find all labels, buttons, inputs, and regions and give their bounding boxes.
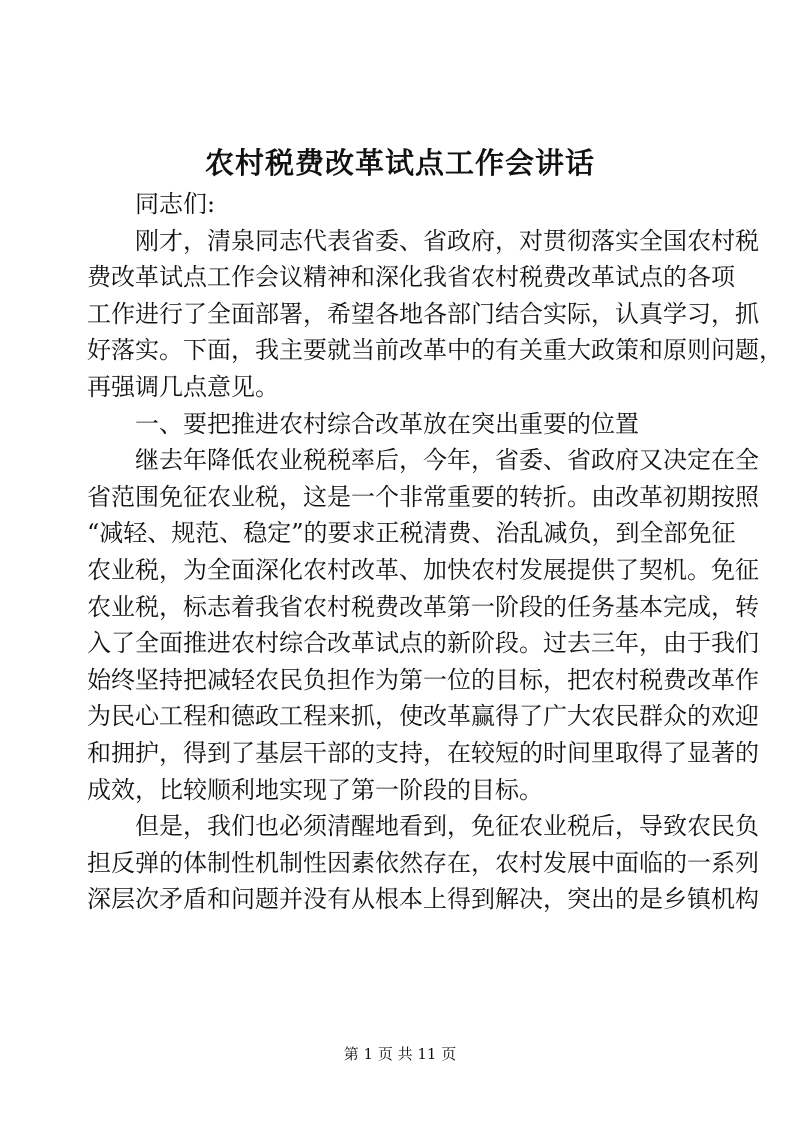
- text-line: 始终坚持把减轻农民负担作为第一位的目标，把农村税费改革作: [87, 665, 759, 694]
- text-line: 继去年降低农业税税率后，今年，省委、省政府又决定在全: [135, 446, 759, 475]
- text-line: 再强调几点意见。: [87, 372, 279, 401]
- text-line: 工作进行了全面部署，希望各地各部门结合实际，认真学习，抓: [87, 299, 759, 328]
- text-line: 为民心工程和德政工程来抓，使改革赢得了广大农民群众的欢迎: [87, 702, 759, 731]
- page-footer: 第 1 页 共 11 页: [343, 1045, 457, 1063]
- text-line: 省范围免征农业税，这是一个非常重要的转折。由改革初期按照: [87, 482, 759, 511]
- paragraph-2: [87, 442, 759, 808]
- text-line: 入了全面推进农村综合改革试点的新阶段。过去三年，由于我们: [87, 629, 759, 658]
- salutation-line: 同志们:: [135, 190, 216, 218]
- text-line: 刚才，清泉同志代表省委、省政府，对贯彻落实全国农村税: [135, 226, 759, 255]
- text-line: 费改革试点工作会议精神和深化我省农村税费改革试点的各项: [87, 263, 735, 292]
- text-line: 成效，比较顺利地实现了第一阶段的目标。: [87, 775, 543, 804]
- text-line: 担反弹的体制性机制性因素依然存在，农村发展中面临的一系列: [87, 848, 759, 877]
- salutation: [87, 186, 720, 223]
- section-heading-1: [87, 406, 720, 443]
- text-line: 和拥护，得到了基层干部的支持，在较短的时间里取得了显著的: [87, 738, 759, 767]
- text-line: 深层次矛盾和问题并没有从根本上得到解决，突出的是乡镇机构: [87, 885, 759, 914]
- text-line: 但是，我们也必须清醒地看到，免征农业税后，导致农民负: [135, 812, 759, 841]
- paragraph-3: [87, 808, 759, 918]
- text-line: 好落实。下面，我主要就当前改革中的有关重大政策和原则问题，: [87, 336, 783, 365]
- section-heading-line: 一、要把推进农村综合改革放在突出重要的位置: [135, 409, 639, 438]
- text-line: 农业税，为全面深化农村改革、加快农村发展提供了契机。免征: [87, 555, 759, 584]
- document-title: 农村税费改革试点工作会讲话: [204, 146, 595, 180]
- text-line: 农业税，标志着我省农村税费改革第一阶段的任务基本完成，转: [87, 592, 759, 621]
- text-line: “减轻、规范、稳定”的要求正税清费、治乱减负，到全部免征: [87, 519, 736, 548]
- document-body: [87, 186, 783, 918]
- paragraph-1: [87, 223, 783, 406]
